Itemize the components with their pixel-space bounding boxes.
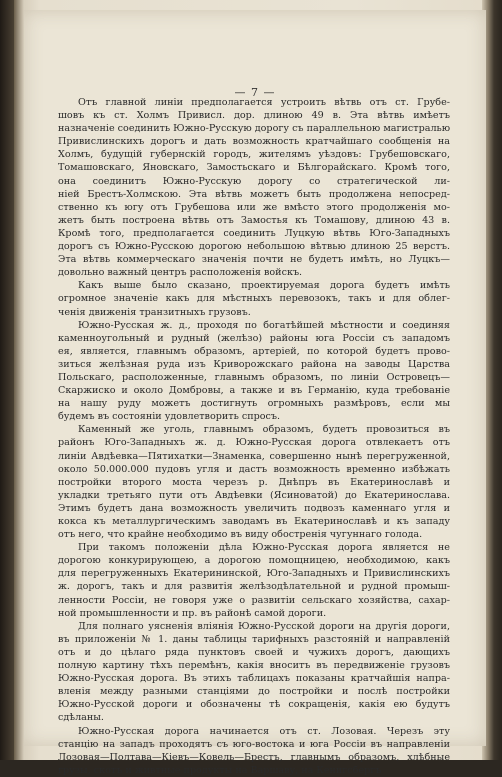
text-line: ственно къ югу отъ Грубешова или же вмѣсто этого продолженія мо- <box>58 201 450 213</box>
paragraph <box>58 423 450 541</box>
text-line: вленія между разными станціями до постройки и послѣ постройки <box>58 686 450 698</box>
text-line: Скаржиско и около Домбровы, а также и въ Германію, куда требованіе <box>58 385 450 397</box>
text-line: Этимъ будетъ дана возможность увеличить подвозъ каменнаго угля и <box>58 502 450 514</box>
text-line: шовъ къ ст. Холмъ Привисл. дор. длиною 49 в. Эта вѣтвь имѣетъ <box>58 110 450 122</box>
text-line: ж. дорогъ, такъ и для развитія желѣзодѣлательной и рудной промыш- <box>58 581 450 593</box>
text-line: огромное значеніе какъ для мѣстныхъ перевозокъ, такъ и для облег- <box>58 293 450 305</box>
paragraph <box>58 279 450 318</box>
text-line: районъ Юго-Западныхъ ж. д. Южно-Русская дорога отвлекаетъ отъ <box>58 437 450 449</box>
text-line: жетъ быть построена вѣтвь отъ Замостья къ Томашову, длиною 43 в. <box>58 214 450 226</box>
text-line: полную картину тѣхъ перемѣнъ, какія вноситъ въ передвиженіе грузовъ <box>58 660 450 672</box>
text-line: кокса къ металлургическимъ заводамъ въ Екатеринославѣ и къ западу <box>58 516 450 527</box>
text-line: Южно-Русская ж. д., проходя по богатѣйшей мѣстности и соединяя <box>78 319 450 331</box>
text-line: Кромѣ того, предполагается соединить Луцкую вѣтвь Юго-Западныхъ <box>58 227 450 239</box>
page-body <box>58 96 450 777</box>
text-line: Холмъ, будущій губернскій городъ, жителямъ уѣздовъ: Грубешовскаго, <box>58 149 450 161</box>
text-line: укладки третьяго пути отъ Авдѣевки (Ясиноватой) до Екатеринослава. <box>58 489 450 501</box>
text-line: Какъ выше было сказано, проектируемая дорога будетъ имѣть <box>78 280 450 292</box>
text-line: Привислинскихъ дорогъ и дать возможность кратчайшаго сообщенія на <box>58 136 450 148</box>
text-line: Южно-Русской дороги и обозначены тѣ сокращенія, какія ею будутъ <box>58 699 450 711</box>
text-line: Лозовая—Полтава—Кіевъ—Ковель—Брестъ, главнымъ образомъ, хлѣбные <box>58 751 450 763</box>
text-line: При такомъ положеніи дѣла Южно-Русская дорога является не <box>78 542 450 554</box>
paragraph <box>58 319 450 424</box>
text-line: на нашу руду можетъ достигнуть огромныхъ размѣровъ, если мы <box>58 398 450 410</box>
text-line: дорогою конкурирующею, а дорогою помощницею, необходимою, какъ <box>58 555 450 567</box>
paragraph <box>58 620 450 725</box>
text-line: ленности Россіи, не говоря уже о развитіи сельскаго хозяйства, сахар- <box>58 594 450 606</box>
paragraph <box>58 96 450 279</box>
text-line: для перегруженныхъ Екатерининской, Юго-Западныхъ и Привислинскихъ <box>58 568 450 580</box>
text-line: довольно важный центръ расположенія войскъ. <box>58 267 303 279</box>
text-line: Южно-Русская дорога. Въ этихъ таблицахъ показаны кратчайшія напра- <box>58 673 450 685</box>
text-line: она соединитъ Южно-Русскую дорогу со стратегической ли- <box>58 175 450 187</box>
text-line: ной промышленности и пр. въ районѣ самой дороги. <box>58 607 327 619</box>
text-line: Польскаго, расположенные, главнымъ образомъ, по линіи Островецъ— <box>58 371 450 383</box>
text-line: постройки второго моста черезъ р. Днѣпръ въ Екатеринославѣ и <box>58 476 450 488</box>
text-line: назначеніе соединить Южно-Русскую дорогу съ параллельною магистралью <box>58 123 450 135</box>
text-line: Отъ главной линіи предполагается устроить вѣтвь отъ ст. Грубе- <box>78 97 450 108</box>
paragraph <box>58 725 450 777</box>
text-line: ніей Брестъ-Холмскою. Эта вѣтвь можетъ быть продолжена непосред- <box>58 188 450 200</box>
text-line: ея, является, главнымъ образомъ, артеріей, по которой будетъ прово- <box>58 345 450 357</box>
text-line: дорогъ съ Южно-Русскою дорогою небольшою вѣтвью длиною 25 верстъ. <box>58 241 450 253</box>
left-page-edge <box>0 0 14 760</box>
text-line: линіи Авдѣевка—Пятихатки—Знаменка, совершенно нынѣ перегруженной, <box>58 450 450 462</box>
text-line: ченія движенія транзитныхъ грузовъ. <box>58 306 251 318</box>
paragraph <box>58 541 450 620</box>
text-line: въ приложеніи № 1. даны таблицы тарифныхъ разстояній и направленій <box>58 633 450 645</box>
text-line: отъ него, что крайне необходимо въ виду обостренія чугуннаго голода. <box>58 529 423 541</box>
text-line: Эта вѣтвь коммерческаго значенія почти не будетъ имѣть, но Луцкъ— <box>58 254 450 266</box>
text-line: грузы, скотъ и живтные продукты на Варшаву, на Кенигсбергъ <box>58 764 382 776</box>
text-line: около 50.000.000 пудовъ угля и дастъ возможность временно избѣжать <box>58 463 450 475</box>
text-line: каменноугольный и рудный (желѣзо) районы юга Россіи съ западомъ <box>58 332 450 344</box>
text-line: Для полнаго уясненія вліянія Южно-Русской дороги на другія дороги, <box>78 620 450 632</box>
text-line: Томашовскаго, Яновскаго, Замостьскаго и Бѣлгорайскаго. Кромѣ того, <box>58 162 450 174</box>
text-line: будемъ въ состояніи удовлетворить спросъ. <box>58 411 281 423</box>
text-line: станцію на западъ проходятъ съ юго-востока и юга Россіи въ направленіи <box>58 738 450 750</box>
text-line: Южно-Русская дорога начинается отъ ст. Лозовая. Черезъ эту <box>78 725 450 737</box>
text-line: отъ и до цѣлаго ряда пунктовъ своей и чужихъ дорогъ, дающихъ <box>58 646 450 658</box>
text-line: Каменный же уголь, главнымъ образомъ, будетъ провозиться въ <box>78 424 450 436</box>
text-line: зиться желѣзная руда изъ Криворожскаго района на заводы Царства <box>58 358 450 370</box>
text-line: сдѣланы. <box>58 712 104 724</box>
page-number: — 7 — <box>234 86 276 99</box>
